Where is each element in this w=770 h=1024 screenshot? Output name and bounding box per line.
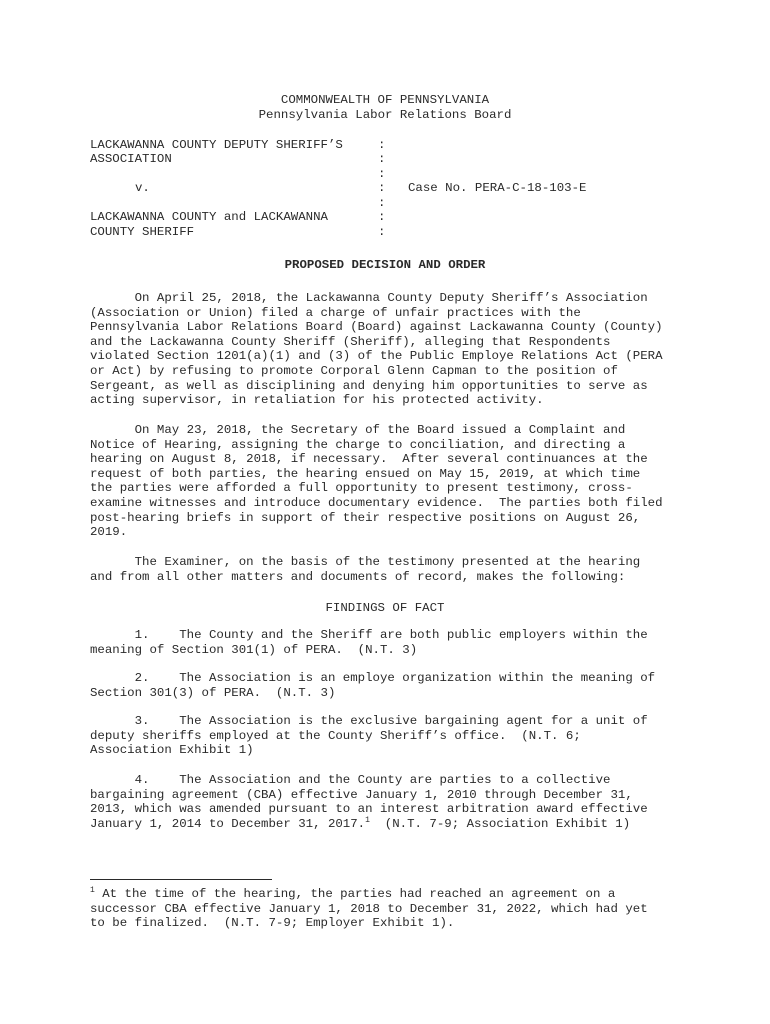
respondent-line-2: COUNTY SHERIFF <box>90 225 195 239</box>
respondent-line-1: LACKAWANNA COUNTY and LACKAWANNA <box>90 210 328 224</box>
caption-colon: : <box>378 152 386 166</box>
findings-heading: FINDINGS OF FACT <box>325 601 445 615</box>
finding-item: 3. The Association is the exclusive bargaining agent for a unit of deputy sheriffs employed at the County Sheriff’s office. (N.T. 6; Association Exhibit 1) <box>90 714 648 758</box>
footnote-reference[interactable]: 1 <box>365 815 370 825</box>
paragraph-charge: On April 25, 2018, the Lackawanna County Deputy Sheriff’s Association (Association or Union) filed a charge of unfair practices with the Pennsylvania Labor Relations Board (Board) against Lackawanna County (County) and the Lackawanna County Sheriff (Sheriff), alleging that Respondents violated Section 1201(a)(1) and (3) of the Public Employe Relations Act (PERA or Act) by refusing to promote Corporal Glenn Capman to the position of Sergeant, as well as disciplining and denying him opportunities to serve as acting supervisor, in retaliation for his protected activity. <box>90 291 663 408</box>
paragraph-hearing: On May 23, 2018, the Secretary of the Board issued a Complaint and Notice of Hearing, assigning the charge to conciliation, and directing a hearing on August 8, 2018, if necessary. After several continuances at the request of both parties, the hearing ensued on May 15, 2019, at which time the parties were afforded a full opportunity to present testimony, cross- examine witnesses and introduce documentary evidence. The parties both filed post-hearing briefs in support of their respective positions on August 26, 2019. <box>90 423 663 540</box>
finding-4-text: 4. The Association and the County are parties to a collective bargaining agreement (CBA) effective January 1, 2010 through December 31, 2013, which was amended pursuant to an interest arbitration award effective January 1, 2014 to December 31, 2017. <box>90 773 648 831</box>
paragraph-examiner: The Examiner, on the basis of the testimony presented at the hearing and from all other matters and documents of record, makes the following: <box>90 555 641 584</box>
caption-colon: : <box>378 225 386 239</box>
complainant-line-1: LACKAWANNA COUNTY DEPUTY SHERIFF’S <box>90 138 343 152</box>
footnote-divider <box>90 879 272 880</box>
finding-4-citation: (N.T. 7-9; Association Exhibit 1) <box>369 816 631 831</box>
footnote-marker: 1 <box>90 885 95 895</box>
finding-item-4 <box>90 773 680 831</box>
finding-item: 1. The County and the Sheriff are both public employers within the meaning of Section 301(1) of PERA. (N.T. 3) <box>90 628 648 657</box>
header-commonwealth: COMMONWEALTH OF PENNSYLVANIA <box>280 93 490 107</box>
caption-colon: : <box>378 138 386 152</box>
header-board: Pennsylvania Labor Relations Board <box>258 108 512 122</box>
caption-colon: : <box>378 196 386 210</box>
document-title: PROPOSED DECISION AND ORDER <box>284 258 486 272</box>
versus: v. <box>135 181 150 195</box>
case-number: Case No. PERA-C-18-103-E <box>408 181 587 195</box>
caption-colon: : <box>378 181 386 195</box>
footnote-text: At the time of the hearing, the parties had reached an agreement on a successor CBA effective January 1, 2018 to December 31, 2022, which had yet to be finalized. (N.T. 7-9; Employer Exhibit 1). <box>90 887 648 931</box>
finding-item: 2. The Association is an employe organization within the meaning of Section 301(3) of PERA. (N.T. 3) <box>90 671 656 700</box>
footnote <box>90 887 680 931</box>
caption-colon: : <box>378 167 386 181</box>
caption-colon: : <box>378 210 386 224</box>
complainant-line-2: ASSOCIATION <box>90 152 172 166</box>
